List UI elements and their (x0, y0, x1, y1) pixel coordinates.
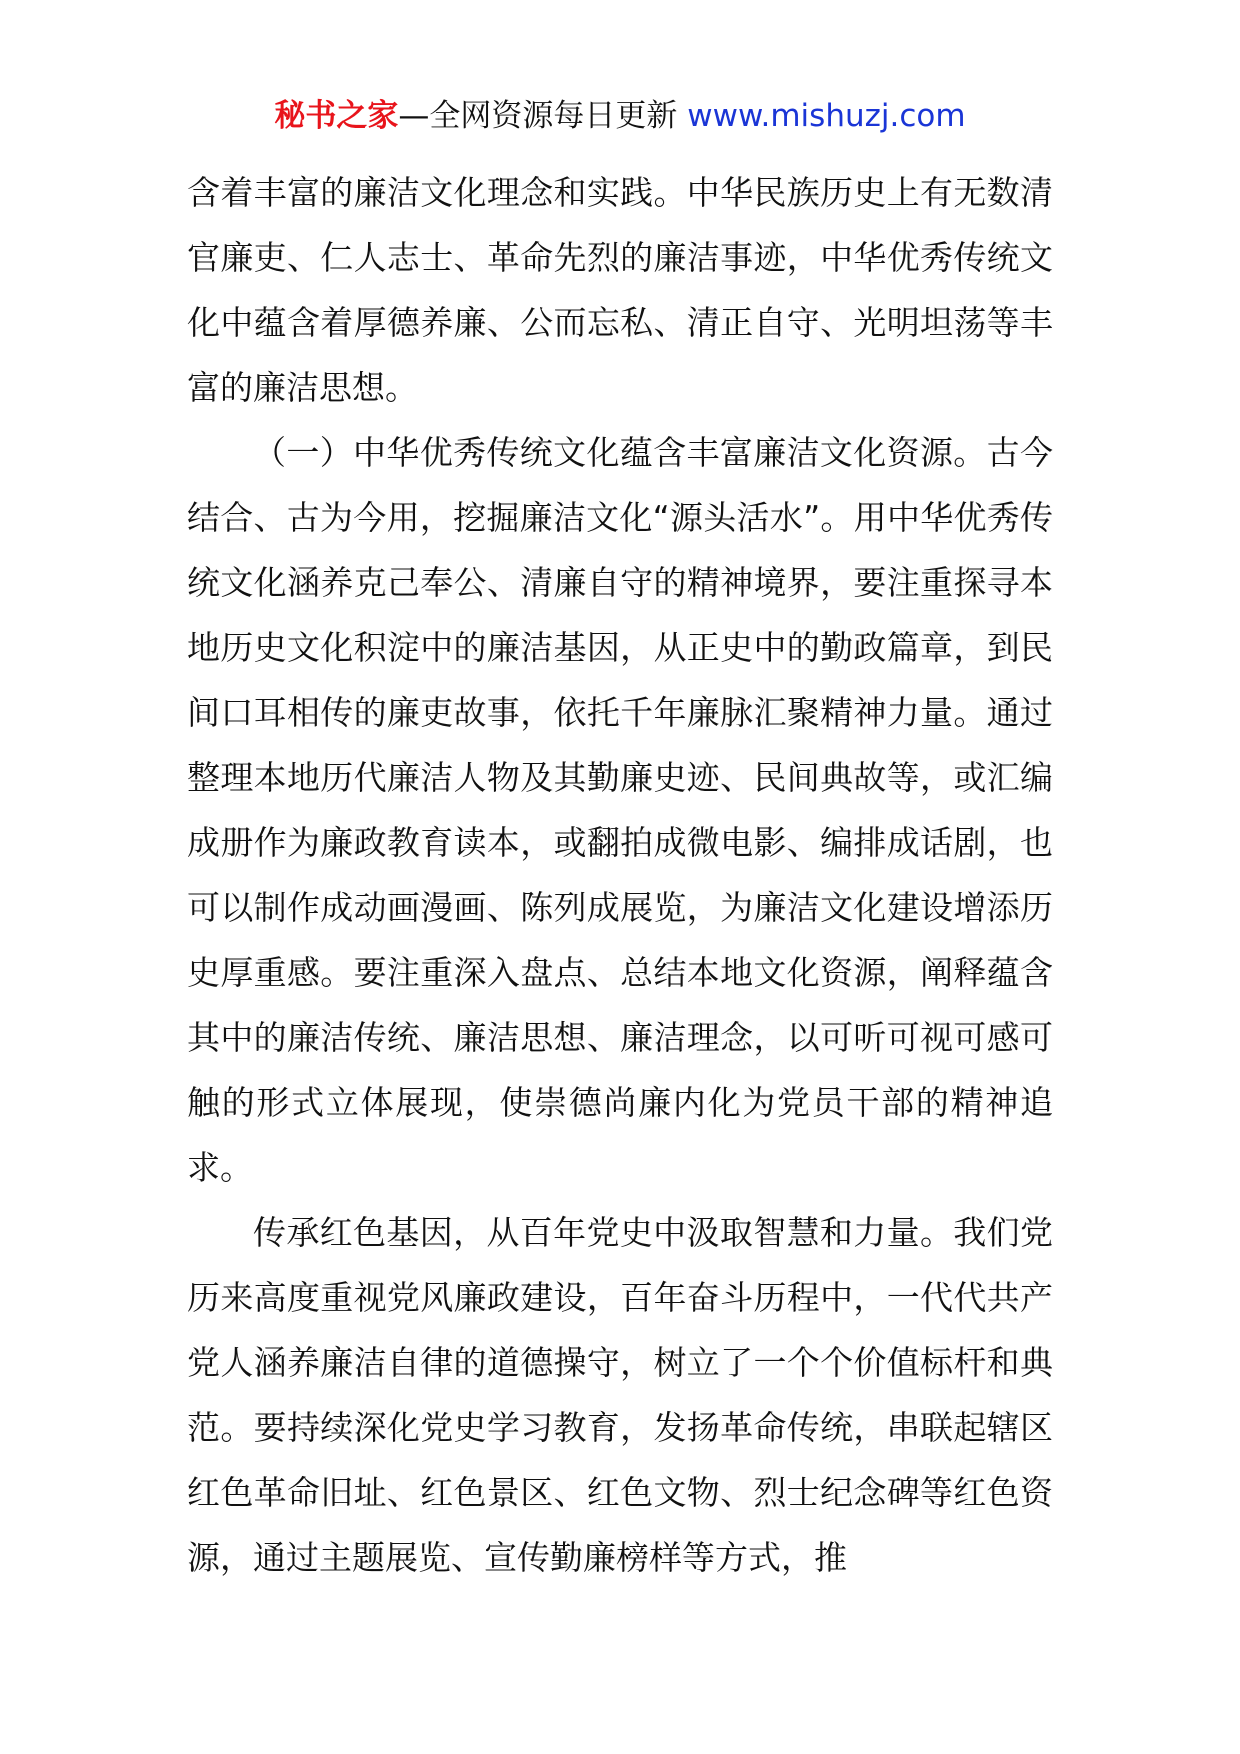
site-url-link[interactable]: www.mishuzj.com (687, 98, 966, 134)
paragraph-2: （一）中华优秀传统文化蕴含丰富廉洁文化资源。古今结合、古为今用，挖掘廉洁文化“源头活水”。用中华优秀传统文化涵养克己奉公、清廉自守的精神境界，要注重探寻本地历史文化积淀中的廉洁基因，从正史中的勤政篇章，到民间口耳相传的廉吏故事，依托千年廉脉汇聚精神力量。通过整理本地历代廉洁人物及其勤廉史迹、民间典故等，或汇编成册作为廉政教育读本，或翻拍成微电影、编排成话剧，也可以制作成动画漫画、陈列成展览，为廉洁文化建设增添历史厚重感。要注重深入盘点、总结本地文化资源，阐释蕴含其中的廉洁传统、廉洁思想、廉洁理念，以可听可视可感可触的形式立体展现，使崇德尚廉内化为党员干部的精神追求。 (187, 433, 1053, 1187)
page-header (0, 96, 1240, 136)
paragraph-1: 含着丰富的廉洁文化理念和实践。中华民族历史上有无数清官廉吏、仁人志士、革命先烈的廉洁事迹，中华优秀传统文化中蕴含着厚德养廉、公而忘私、清正自守、光明坦荡等丰富的廉洁思想。 (187, 173, 1053, 407)
document-body (187, 160, 1053, 1590)
paragraph-3: 传承红色基因，从百年党史中汲取智慧和力量。我们党历来高度重视党风廉政建设，百年奋斗历程中，一代代共产党人涵养廉洁自律的道德操守，树立了一个个价值标杆和典范。要持续深化党史学习教育，发扬革命传统，串联起辖区红色革命旧址、红色景区、红色文物、烈士纪念碑等红色资源，通过主题展览、宣传勤廉榜样等方式，推 (187, 1213, 1053, 1577)
site-brand: 秘书之家 (274, 98, 399, 134)
site-tagline: —全网资源每日更新 (398, 98, 678, 134)
